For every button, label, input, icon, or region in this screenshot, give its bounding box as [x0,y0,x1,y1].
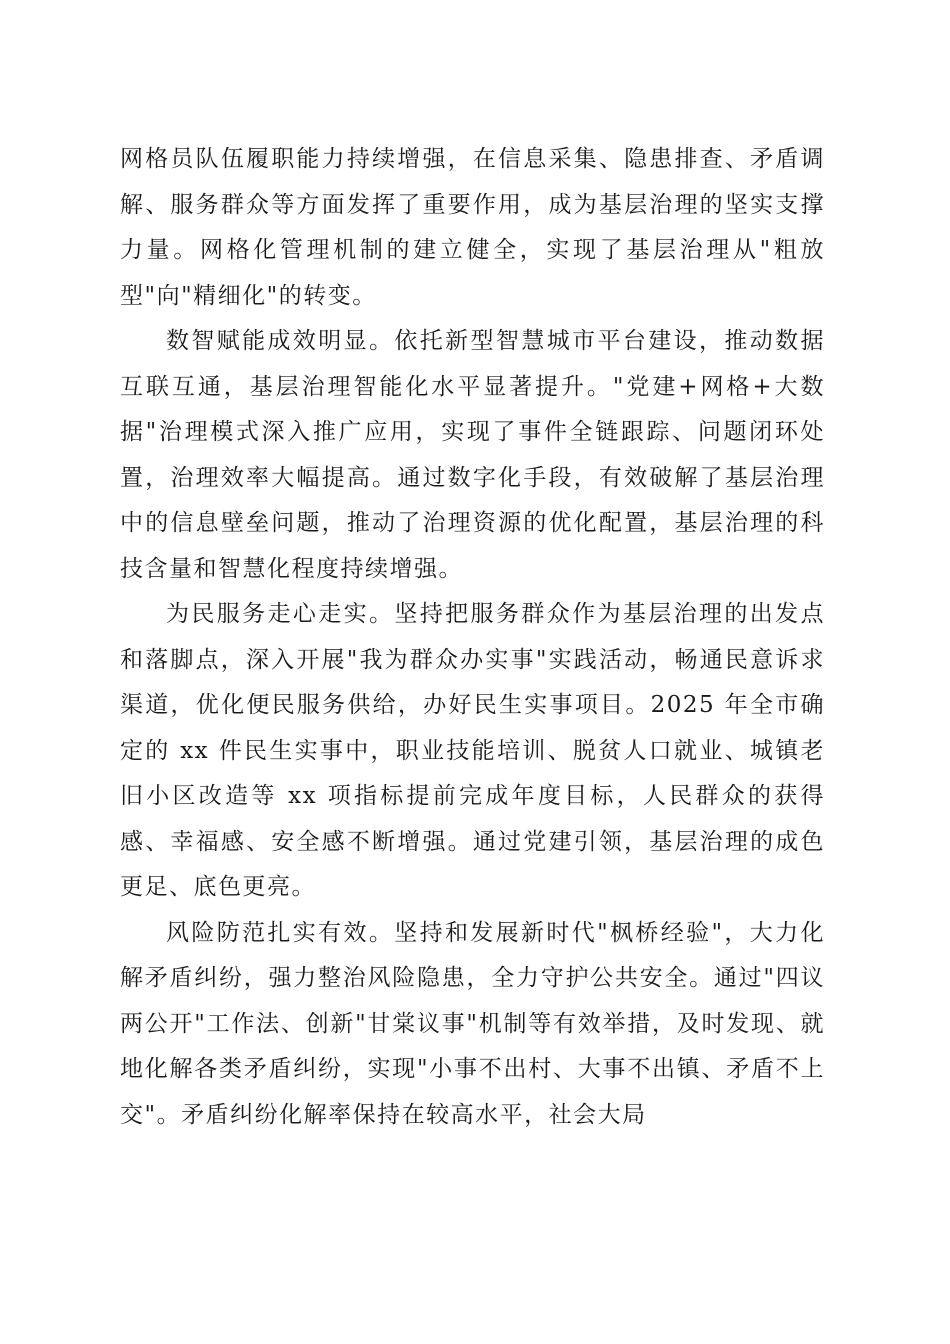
paragraph-grid-staff: 网格员队伍履职能力持续增强，在信息采集、隐患排查、矛盾调解、服务群众等方面发挥了重要作用，成为基层治理的坚实支撑力量。网格化管理机制的建立健全，实现了基层治理从"粗放型"向"精细化"的转变。 [120,146,825,309]
paragraph-digital-empowerment: 数智赋能成效明显。依托新型智慧城市平台建设，推动数据互联互通，基层治理智能化水平显著提升。"党建+网格+大数据"治理模式深入推广应用，实现了事件全链跟踪、问题闭环处置，治理效率大幅提高。通过数字化手段，有效破解了基层治理中的信息壁垒问题，推动了治理资源的优化配置，基层治理的科技含量和智慧化程度持续增强。 [120,328,825,582]
paragraph-people-service: 为民服务走心走实。坚持把服务群众作为基层治理的出发点和落脚点，深入开展"我为群众办实事"实践活动，畅通民意诉求渠道，优化便民服务供给，办好民生实事项目。2025 年全市确定的 xx 件民生实事中，职业技能培训、脱贫人口就业、城镇老旧小区改造等 xx 项指标提前完成年度目标，人民群众的获得感、幸福感、安全感不断增强。通过党建引领，基层治理的成色更足、底色更亮。 [120,601,825,900]
paragraph-risk-prevention: 风险防范扎实有效。坚持和发展新时代"枫桥经验"，大力化解矛盾纠纷，强力整治风险隐患，全力守护公共安全。通过"四议两公开"工作法、创新"甘棠议事"机制等有效举措，及时发现、就地化解各类矛盾纠纷，实现"小事不出村、大事不出镇、矛盾不上交"。矛盾纠纷化解率保持在较高水平，社会大局 [120,919,825,1128]
document-body [120,137,825,1138]
